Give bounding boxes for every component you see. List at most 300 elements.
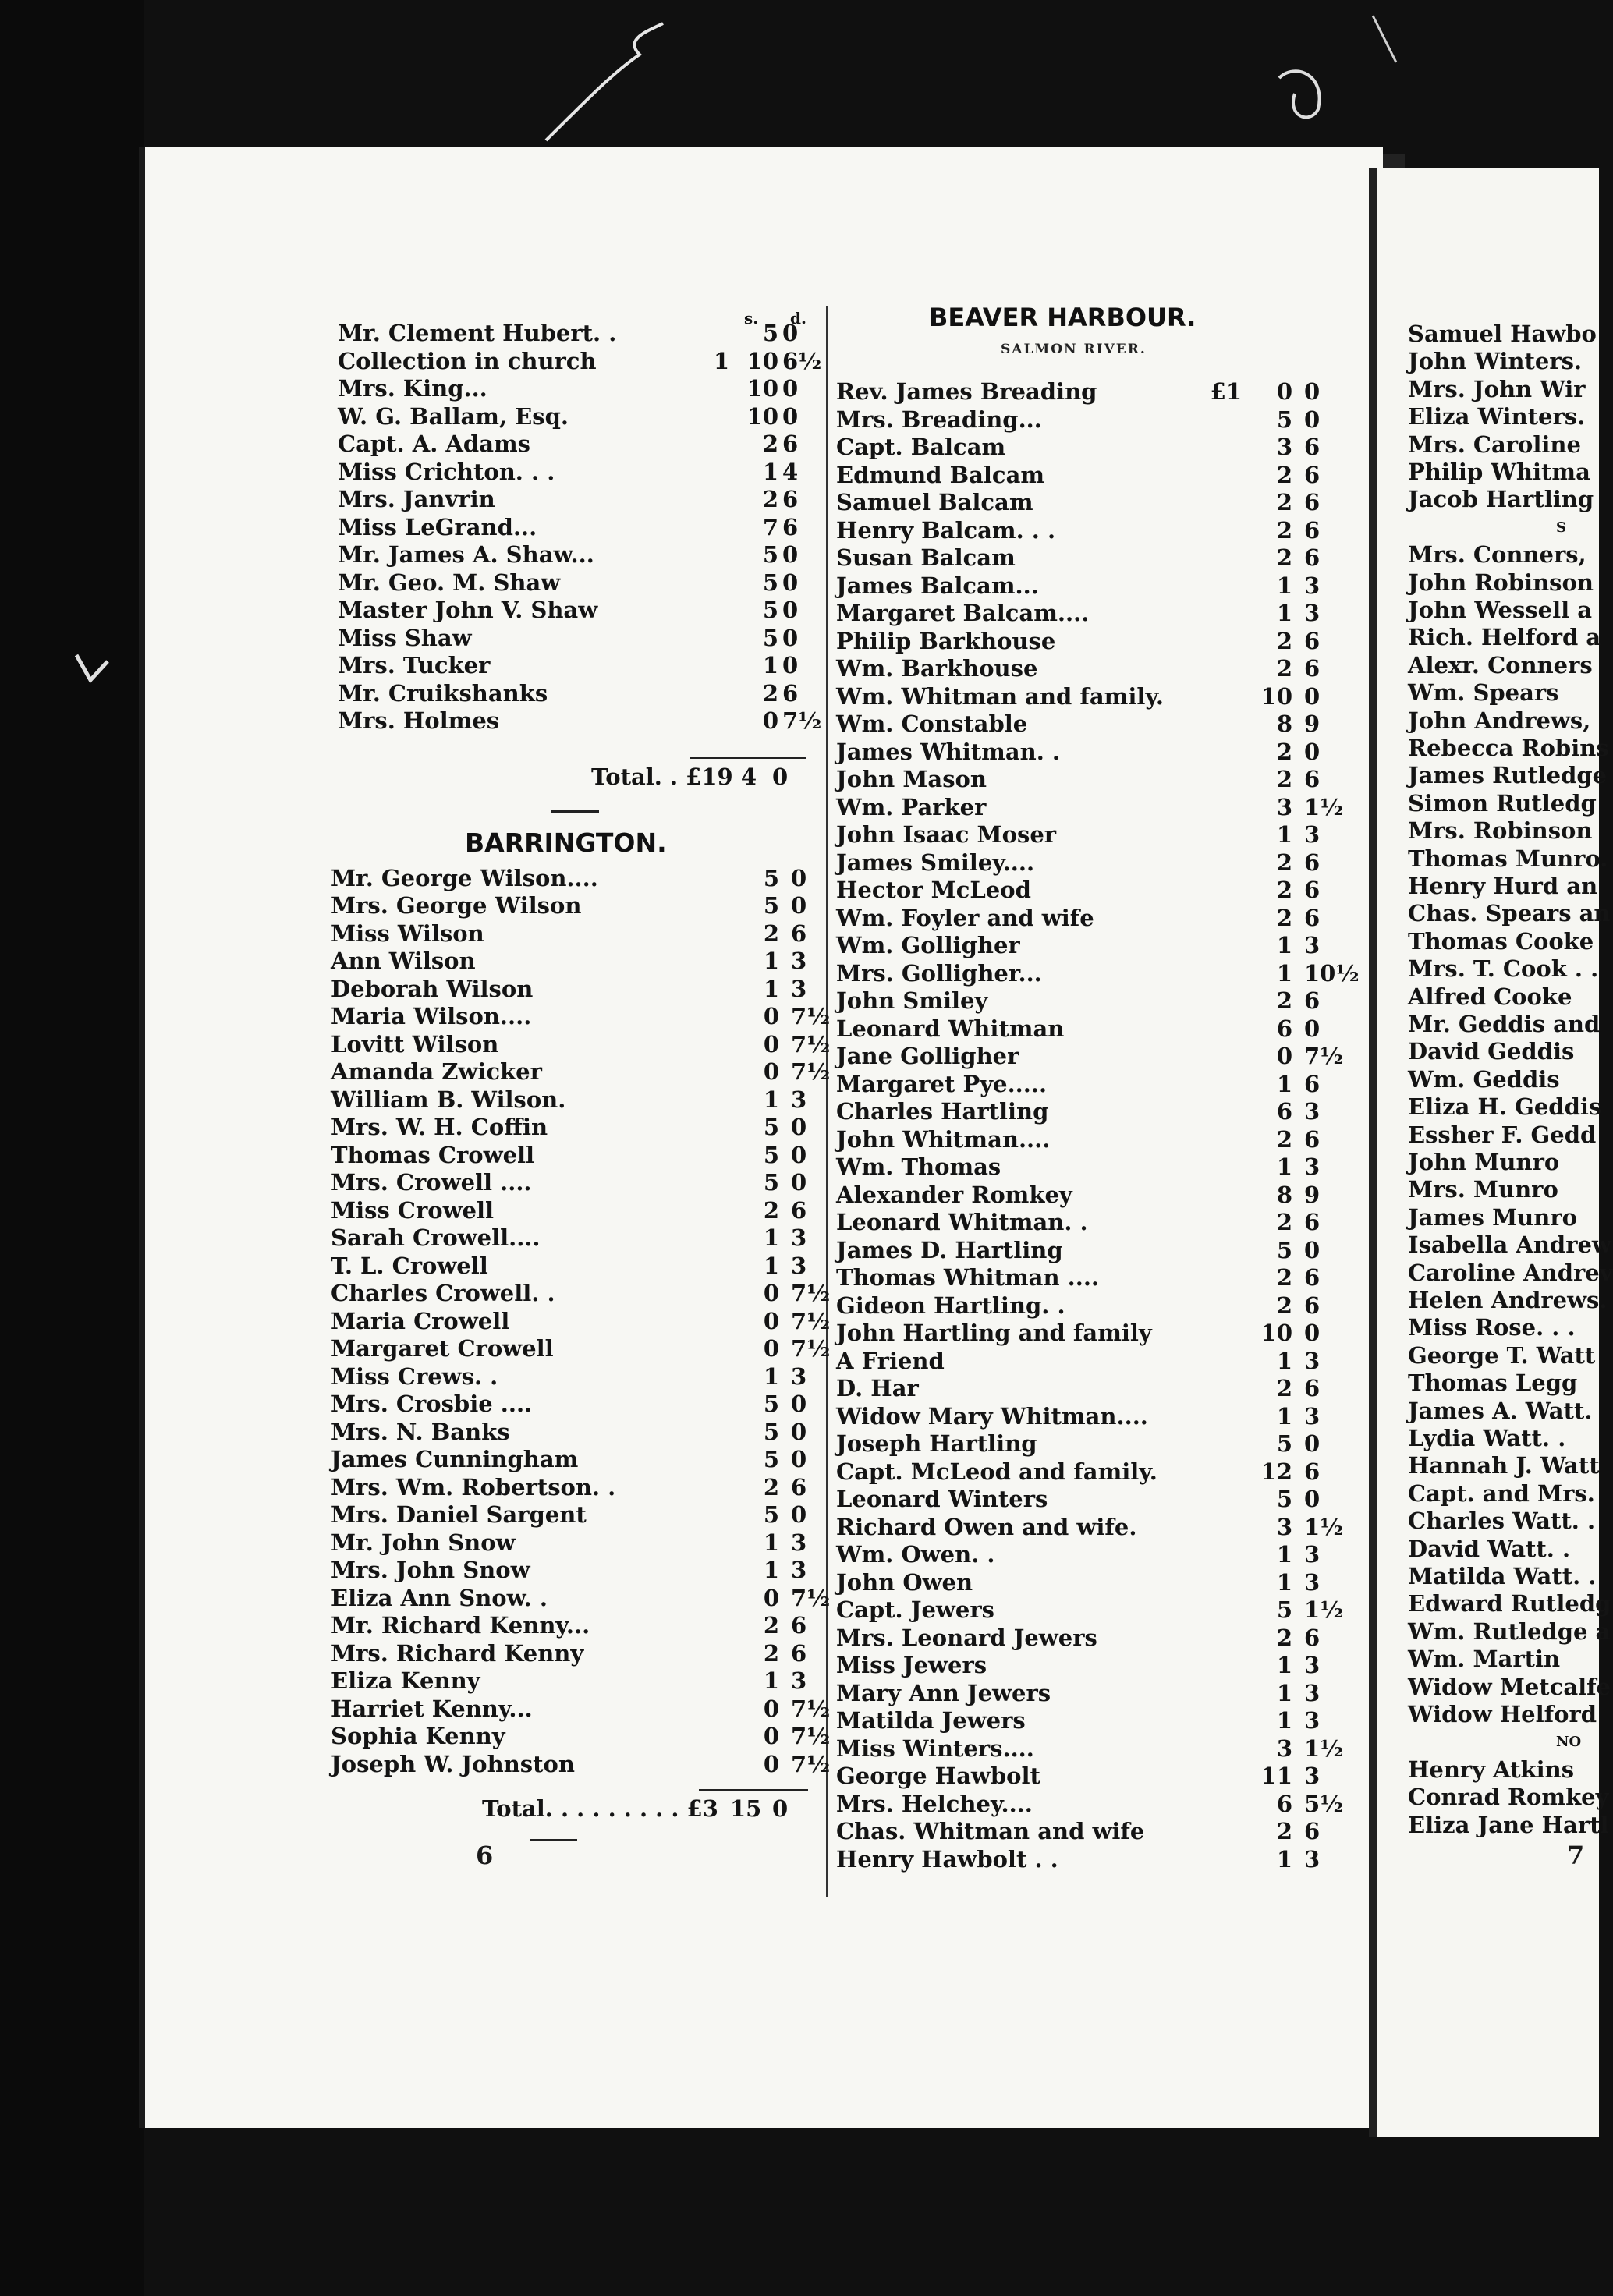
list-item <box>338 486 821 513</box>
list-item <box>836 710 1374 738</box>
entry-pence: 3 <box>791 1086 807 1113</box>
entry-shillings: 2 <box>1276 489 1292 516</box>
entry-shillings: 3 <box>1276 793 1292 820</box>
entry-pence: 3 <box>1304 932 1321 958</box>
entry-pence: 3 <box>791 975 807 1002</box>
entry-name: Wm. Golligher <box>836 932 1020 958</box>
entry-pence: 0 <box>1304 378 1321 405</box>
entry-pence: 6 <box>791 1473 807 1501</box>
entry-name: Miss Crowell <box>331 1196 495 1224</box>
entry-pence: 1½ <box>1304 1513 1344 1540</box>
list-item <box>836 1153 1374 1181</box>
list-item: Edward Rutledg <box>1408 1590 1611 1617</box>
entry-pounds: £1 <box>1210 378 1242 405</box>
list-item <box>836 628 1374 655</box>
entry-name: Mrs. Janvrin <box>338 486 495 512</box>
list-item: Capt. and Mrs. <box>1408 1479 1595 1507</box>
list-item <box>836 378 1374 406</box>
entry-name: Margaret Pye..... <box>836 1070 1048 1097</box>
list-item <box>836 1071 1374 1098</box>
entry-shillings: 1 <box>1276 821 1292 848</box>
entry-pence: 0 <box>1304 406 1321 433</box>
list-item: John Winters. <box>1408 348 1583 375</box>
entry-shillings: 2 <box>763 1196 779 1224</box>
entry-name: Thomas Whitman .... <box>836 1264 1100 1291</box>
entry-pence: 0 <box>1304 682 1321 710</box>
list-item <box>331 1419 822 1446</box>
section-title: BARRINGTON. <box>465 827 667 858</box>
entry-name: Miss LeGrand... <box>338 513 537 540</box>
list-item: Widow Metcalfe <box>1408 1673 1611 1700</box>
entry-pence: 6 <box>1304 544 1321 571</box>
entry-pence: 0 <box>782 652 799 679</box>
entry-shillings: 2 <box>1276 1818 1292 1844</box>
entry-pence: 0 <box>782 375 799 402</box>
entry-shillings: 1 <box>763 1362 779 1390</box>
list-item: John Robinson <box>1408 569 1594 596</box>
entry-shillings: 1 <box>763 1224 779 1251</box>
entry-shillings: 0 <box>763 1750 779 1777</box>
entry-name: Leonard Whitman <box>836 1015 1065 1042</box>
entry-shillings: 10 <box>746 347 778 374</box>
list-item <box>331 976 822 1003</box>
entry-name: A Friend <box>836 1347 945 1374</box>
entry-name: Miss Winters.... <box>836 1734 1034 1762</box>
list-item: David Watt. . <box>1408 1535 1571 1562</box>
list-item <box>331 1280 831 1307</box>
list-item <box>836 1043 1374 1070</box>
entry-name: Mrs. Tucker <box>338 652 491 679</box>
entry-pence: 6 <box>1304 1264 1321 1291</box>
entry-pence: 0 <box>1304 1015 1321 1042</box>
entry-shillings: 1 <box>1276 932 1292 958</box>
list-item <box>836 1182 1374 1209</box>
entry-pence: 3 <box>791 1529 807 1556</box>
entry-pence: 3 <box>1304 1153 1321 1180</box>
entry-name: D. Har <box>836 1375 919 1401</box>
entry-shillings: 5 <box>763 892 779 919</box>
entry-pence: 5½ <box>1304 1790 1344 1817</box>
entry-name: Wm. Parker <box>836 793 987 820</box>
list-item: Mrs. Munro <box>1408 1176 1558 1203</box>
entry-shillings: 0 <box>763 1723 779 1749</box>
entry-shillings: 1 <box>1276 1679 1292 1706</box>
list-item: Rich. Helford a <box>1408 624 1601 651</box>
entry-shillings: 2 <box>1276 904 1292 931</box>
list-item <box>836 1596 1374 1624</box>
list-item: Eliza H. Geddis <box>1408 1093 1602 1121</box>
total-shillings: 4 <box>740 763 757 790</box>
entry-pence: 0 <box>791 1114 807 1140</box>
entry-shillings: 7 <box>762 513 778 540</box>
entry-pence: 7½ <box>791 1723 831 1749</box>
entry-pence: 3 <box>1304 572 1321 599</box>
entry-shillings: 1 <box>763 1667 779 1694</box>
list-item <box>836 739 1374 766</box>
entry-pence: 0 <box>791 1418 807 1445</box>
entry-shillings: 5 <box>762 569 778 596</box>
list-item: Essher F. Gedd <box>1408 1121 1597 1148</box>
entry-name: Capt. McLeod and family. <box>836 1458 1157 1485</box>
entry-shillings: 1 <box>1276 1541 1292 1568</box>
entry-pence: 6 <box>1304 489 1321 516</box>
entry-pence: 6 <box>1304 904 1321 931</box>
entry-pence: 6 <box>1304 987 1321 1014</box>
page-number: 7 <box>1567 1841 1585 1870</box>
list-item <box>331 1501 822 1529</box>
entry-pence: 6 <box>791 1612 807 1639</box>
list-item: Hannah J. Watt <box>1408 1452 1600 1479</box>
entry-pence: 7½ <box>791 1003 831 1029</box>
list-item <box>836 1348 1374 1375</box>
list-item <box>836 794 1374 821</box>
list-item <box>836 821 1374 849</box>
entry-shillings: 1 <box>763 1086 779 1113</box>
entry-shillings: 2 <box>762 486 778 512</box>
list-item <box>338 403 821 430</box>
next-page-fragment <box>1369 168 1613 2137</box>
list-item <box>836 1791 1374 1818</box>
entry-pence: 0 <box>791 1169 807 1196</box>
entry-pence: 7½ <box>791 1307 831 1334</box>
entry-name: Henry Balcam. . . <box>836 516 1056 544</box>
entry-name: Margaret Crowell <box>331 1335 554 1362</box>
entry-name: Lovitt Wilson <box>331 1030 499 1058</box>
list-item <box>331 1529 822 1557</box>
list-item <box>331 1391 822 1418</box>
list-item <box>836 462 1374 489</box>
entry-shillings: 2 <box>763 1473 779 1501</box>
entry-name: Edmund Balcam <box>836 461 1045 488</box>
entry-shillings: 6 <box>1276 1098 1292 1125</box>
entry-pence: 3 <box>1304 1568 1321 1596</box>
entry-name: Mrs. Helchey.... <box>836 1790 1033 1817</box>
list-item: Chas. Spears an <box>1408 900 1611 927</box>
list-item <box>338 541 821 569</box>
entry-shillings: 5 <box>762 624 778 651</box>
list-item: Wm. Geddis <box>1408 1065 1560 1093</box>
list-item <box>836 1707 1374 1734</box>
entry-shillings: 2 <box>1276 461 1292 488</box>
entry-shillings: 2 <box>1276 738 1292 765</box>
list-item <box>836 905 1374 932</box>
list-item <box>836 1126 1374 1153</box>
list-item <box>331 948 822 975</box>
entry-shillings: 5 <box>1276 1430 1292 1457</box>
section-title: BEAVER HARBOUR. <box>929 303 1196 332</box>
entry-name: Capt. Balcam <box>836 434 1006 460</box>
list-item: Mrs. Conners, <box>1408 541 1586 569</box>
list-item <box>331 1612 822 1639</box>
entry-shillings: 2 <box>1276 627 1292 654</box>
entry-pence: 0 <box>791 1501 807 1528</box>
list-item <box>338 348 821 375</box>
entry-pence: 6 <box>1304 627 1321 654</box>
entry-pence: 1½ <box>1304 1596 1344 1623</box>
list-item <box>331 1335 831 1362</box>
list-item: Alfred Cooke <box>1408 983 1572 1010</box>
entry-name: Leonard Winters <box>836 1486 1048 1512</box>
entry-pence: 6 <box>782 679 799 707</box>
total-rule <box>690 757 806 759</box>
list-item: John Munro <box>1408 1149 1560 1175</box>
list-item <box>836 1569 1374 1596</box>
entry-pence: 6 <box>1304 1209 1321 1235</box>
list-item: Charles Watt. . <box>1408 1508 1596 1535</box>
list-item: Miss Rose. . . <box>1408 1314 1576 1341</box>
entry-pence: 7½ <box>791 1695 831 1722</box>
entry-pence: 1½ <box>1304 793 1344 820</box>
list-item <box>836 960 1374 987</box>
entry-shillings: 1 <box>1276 572 1292 599</box>
list-item <box>836 655 1374 682</box>
list-item <box>836 1015 1374 1043</box>
entry-shillings: 2 <box>1276 544 1292 571</box>
entry-pence: 7½ <box>791 1058 831 1085</box>
total-rule <box>699 1789 808 1791</box>
entry-name: John Isaac Moser <box>836 821 1057 848</box>
entry-shillings: 5 <box>762 597 778 623</box>
entry-pence: 6 <box>782 513 799 540</box>
list-item: Henry Hurd an <box>1408 873 1598 899</box>
entry-pounds: 1 <box>713 347 729 374</box>
entry-shillings: 10 <box>1260 682 1292 710</box>
entry-name: Wm. Barkhouse <box>836 655 1038 682</box>
entry-name: Chas. Whitman and wife <box>836 1818 1145 1844</box>
list-item <box>836 1625 1374 1652</box>
entry-pence: 6 <box>1304 1292 1321 1319</box>
entry-name: Mrs. Crosbie .... <box>331 1391 533 1417</box>
entry-name: James Balcam... <box>836 572 1039 599</box>
list-item <box>836 987 1374 1015</box>
list-item <box>331 1640 822 1667</box>
entry-shillings: 2 <box>1276 1624 1292 1651</box>
list-item <box>331 1253 822 1280</box>
entry-shillings: 2 <box>1276 987 1292 1014</box>
list-item <box>338 569 821 597</box>
entry-shillings: 5 <box>763 1446 779 1472</box>
entry-name: Maria Crowell <box>331 1307 510 1334</box>
list-item <box>836 1430 1374 1458</box>
entry-name: Mrs. King... <box>338 375 487 402</box>
entry-shillings: 0 <box>763 1058 779 1085</box>
list-item <box>836 849 1374 877</box>
entry-shillings: 2 <box>1276 1375 1292 1401</box>
entry-pence: 6 <box>791 919 807 947</box>
entry-pence: 0 <box>791 864 807 891</box>
entry-name: Mrs. Richard Kenny <box>331 1639 584 1667</box>
entry-shillings: 5 <box>763 1418 779 1445</box>
entry-pence: 3 <box>1304 821 1321 848</box>
entry-shillings: 2 <box>763 919 779 947</box>
entry-pence: 9 <box>1304 1181 1321 1208</box>
entry-name: Mr. George Wilson.... <box>331 864 598 891</box>
film-hook-mark <box>69 647 115 694</box>
entry-shillings: 0 <box>763 1280 779 1306</box>
list-item <box>331 1224 822 1252</box>
currency-header-s: s. <box>744 309 759 328</box>
list-item <box>338 459 821 486</box>
entry-name: T. L. Crowell <box>331 1252 488 1279</box>
list-item: Mrs. Caroline <box>1408 430 1581 458</box>
entry-name: Mrs. N. Banks <box>331 1418 510 1445</box>
list-item: James A. Watt. <box>1408 1397 1593 1424</box>
entry-shillings: 0 <box>763 1003 779 1029</box>
list-item: Simon Rutledg <box>1408 789 1597 817</box>
entry-shillings: 1 <box>1276 1070 1292 1097</box>
entry-shillings: 5 <box>763 1141 779 1168</box>
list-item <box>836 406 1374 434</box>
entry-name: Rev. James Breading <box>836 378 1097 405</box>
list-item <box>331 1474 822 1501</box>
list-item <box>338 707 821 735</box>
currency-header-d: d. <box>790 309 806 328</box>
entry-shillings: 3 <box>1276 1734 1292 1762</box>
entry-pence: 6 <box>1304 877 1321 903</box>
entry-name: Wm. Foyler and wife <box>836 904 1094 931</box>
list-item: Alexr. Conners <box>1408 651 1593 679</box>
entry-shillings: 1 <box>1276 1347 1292 1374</box>
entry-pence: 7½ <box>791 1335 831 1362</box>
entry-pence: 6 <box>1304 766 1321 792</box>
list-item <box>836 1320 1374 1347</box>
entry-shillings: 10 <box>1260 1320 1292 1346</box>
entry-shillings: 2 <box>1276 1209 1292 1235</box>
entry-name: Mr. James A. Shaw... <box>338 541 594 568</box>
list-item: Henry Atkins <box>1408 1756 1575 1783</box>
entry-shillings: 5 <box>762 320 778 346</box>
entry-shillings: 0 <box>763 1584 779 1611</box>
entry-name: Richard Owen and wife. <box>836 1513 1137 1540</box>
list-item: George T. Watt <box>1408 1341 1596 1369</box>
entry-shillings: 1 <box>1276 600 1292 626</box>
entry-pence: 6 <box>1304 516 1321 544</box>
entry-shillings: 5 <box>762 541 778 568</box>
entry-name: Susan Balcam <box>836 544 1016 571</box>
entry-pence: 1½ <box>1304 1734 1344 1762</box>
entry-pence: 3 <box>1304 1541 1321 1568</box>
entry-shillings: 2 <box>763 1639 779 1667</box>
list-item <box>331 1750 831 1778</box>
entry-name: Wm. Constable <box>836 710 1028 737</box>
entry-pence: 3 <box>1304 1707 1321 1734</box>
list-item <box>338 430 821 458</box>
entry-pence: 7½ <box>782 707 822 734</box>
entry-pence: 6 <box>1304 655 1321 682</box>
list-item <box>836 1846 1374 1873</box>
entry-name: Mrs. Leonard Jewers <box>836 1624 1097 1651</box>
total-row <box>591 764 825 791</box>
entry-pence: 6 <box>1304 461 1321 488</box>
entry-pence: 7½ <box>791 1750 831 1777</box>
entry-shillings: 6 <box>1276 1015 1292 1042</box>
entry-shillings: 2 <box>1276 1125 1292 1153</box>
entry-name: Mr. Clement Hubert. . <box>338 320 617 346</box>
entry-name: Charles Hartling <box>836 1098 1049 1125</box>
entry-pence: 6 <box>1304 1125 1321 1153</box>
entry-shillings: 10 <box>746 402 778 430</box>
entry-name: James Whitman. . <box>836 738 1060 765</box>
list-item <box>836 544 1374 572</box>
section-rule <box>551 810 599 813</box>
entry-shillings: 1 <box>1276 959 1292 987</box>
entry-pence: 3 <box>791 948 807 974</box>
entry-name: John Whitman.... <box>836 1125 1051 1153</box>
list-item <box>331 1584 831 1612</box>
entry-pence: 0 <box>782 320 799 346</box>
entry-pence: 3 <box>1304 600 1321 626</box>
list-item <box>836 572 1374 600</box>
entry-shillings: 5 <box>1276 406 1292 433</box>
list-item: Mr. Geddis and <box>1408 1011 1601 1037</box>
list-item: Eliza Jane Hartl <box>1408 1811 1609 1838</box>
list-item: Thomas Cooke <box>1408 927 1594 955</box>
entry-pence: 4 <box>782 458 799 485</box>
entry-name: Miss Crews. . <box>331 1362 498 1390</box>
entry-name: W. G. Ballam, Esq. <box>338 402 569 430</box>
list-item <box>338 375 821 402</box>
list-item <box>331 1169 822 1196</box>
entry-name: Wm. Whitman and family. <box>836 682 1165 710</box>
entry-shillings: 11 <box>1260 1763 1292 1789</box>
list-item <box>836 1486 1374 1513</box>
list-item: James Munro <box>1408 1203 1577 1231</box>
entry-shillings: 1 <box>762 652 778 679</box>
entry-pence: 10½ <box>1304 959 1360 987</box>
entry-shillings: 1 <box>763 948 779 974</box>
entry-shillings: 2 <box>762 430 778 457</box>
list-item <box>331 1114 822 1141</box>
entry-name: Sarah Crowell.... <box>331 1224 541 1251</box>
list-item <box>836 434 1374 461</box>
bottom-rule <box>530 1839 577 1841</box>
list-item <box>338 625 821 652</box>
list-item <box>836 683 1374 710</box>
entry-pence: 6 <box>1304 1070 1321 1097</box>
entry-name: Eliza Ann Snow. . <box>331 1584 548 1611</box>
list-item <box>331 1142 822 1169</box>
entry-pence: 9 <box>1304 710 1321 737</box>
section-subtitle-fragment: NO <box>1556 1734 1582 1751</box>
entry-name: Mr. Cruikshanks <box>338 679 548 707</box>
entry-name: James Cunningham <box>331 1446 579 1472</box>
entry-pence: 3 <box>1304 1098 1321 1125</box>
list-item <box>331 1557 822 1584</box>
list-item: Mrs. T. Cook . . <box>1408 955 1599 983</box>
entry-name: Philip Barkhouse <box>836 627 1056 654</box>
list-item <box>331 1723 831 1750</box>
entry-pence: 6½ <box>782 347 822 374</box>
list-item: Samuel Hawbo <box>1408 321 1597 347</box>
list-item <box>836 1292 1374 1320</box>
entry-pence: 6 <box>1304 1458 1321 1485</box>
list-item <box>331 1058 831 1086</box>
list-item <box>331 1446 822 1473</box>
entry-name: Wm. Thomas <box>836 1153 1001 1180</box>
list-item <box>836 517 1374 544</box>
section-subtitle-fragment: S <box>1556 519 1566 536</box>
entry-pence: 3 <box>1304 1652 1321 1678</box>
entry-shillings: 1 <box>1276 1568 1292 1596</box>
entry-name: John Smiley <box>836 987 988 1014</box>
entry-shillings: 2 <box>1276 849 1292 876</box>
section-subtitle: SALMON RIVER. <box>1001 342 1147 357</box>
entry-shillings: 1 <box>762 458 778 485</box>
list-item: Mrs. John Wir <box>1408 375 1586 402</box>
list-item <box>836 1652 1374 1679</box>
entry-name: Mrs. Breading... <box>836 406 1042 433</box>
list-item <box>836 600 1374 627</box>
